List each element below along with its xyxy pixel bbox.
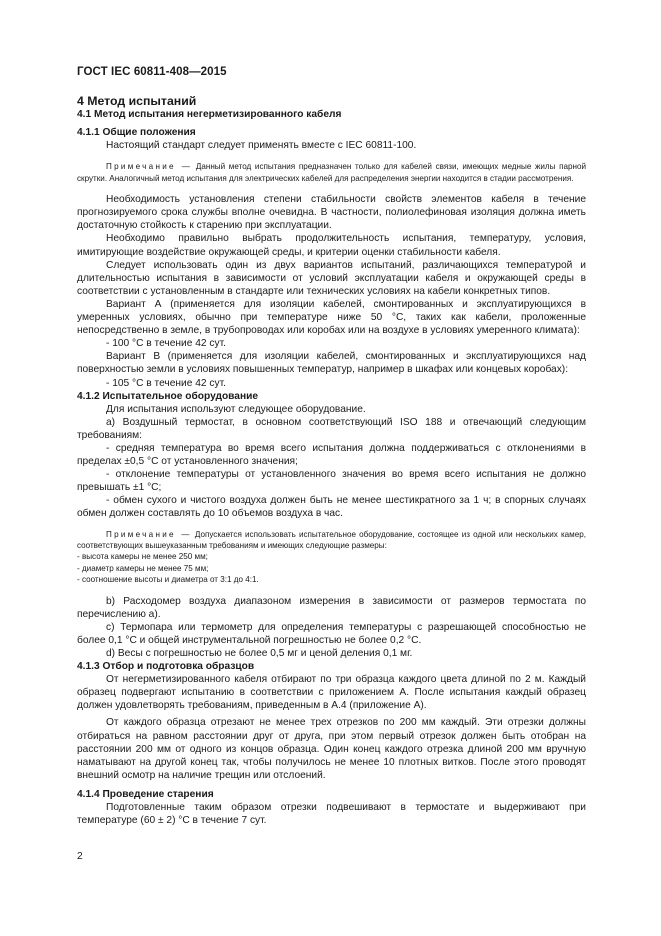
paragraph: Вариант В (применяется для изоляции кабелей, смонтированных и эксплуатирующихся над поверхностью земли в условиях повышенных температур, например в шкафах или концевых коробах):	[77, 351, 586, 376]
paragraph: Следует использовать один из двух вариантов испытаний, различающихся температурой и длительностью испытания в зависимости от условий эксплуатации кабеля и окружающей среды в соответствии с установленным в стандарте или технических условиях на кабели конкретных типов.	[77, 259, 586, 297]
section-4-1-2-title: 4.1.2 Испытательное оборудование	[77, 390, 259, 402]
note-1	[77, 161, 586, 184]
note-list-item: - соотношение высоты и диаметра от 3:1 до 4:1.	[77, 575, 259, 585]
paragraph: c) Термопара или термометр для определения температуры с разрешающей способностью не более 0,1 °С и общей инструментальной погрешностью не более 0,2 °С.	[77, 621, 586, 646]
list-item: - 100 °С в течение 42 сут.	[106, 338, 226, 350]
list-item: - обмен сухого и чистого воздуха должен быть не менее шестикратного за 1 ч; в спорных случаях обмен должен составлять до 10 объемов воздуха в час.	[77, 495, 586, 520]
page-content	[77, 95, 586, 827]
list-item: - отклонение температуры от установленного значения во время всего испытания не должно превышать ±1 °С;	[77, 469, 586, 494]
paragraph: Настоящий стандарт следует применять вместе с IEC 60811-100.	[106, 140, 417, 152]
paragraph: Для испытания используют следующее оборудование.	[106, 403, 366, 415]
section-4-1-1-title: 4.1.1 Общие положения	[77, 127, 196, 139]
note-2	[77, 529, 586, 552]
page-number: 2	[77, 851, 83, 862]
paragraph: b) Расходомер воздуха диапазоном измерения в зависимости от размеров термостата по перечислению а).	[77, 595, 586, 620]
standard-header: ГОСТ IEC 60811-408—2015	[77, 66, 227, 78]
list-item: - средняя температура во время всего испытания должна поддерживаться с отклонениями в пределах ±0,5 °С от установленного значения;	[77, 442, 586, 468]
note-text: Данный метод испытания предназначен только для кабелей связи, имеющих медные жилы парной скрутки. Аналогичный метод испытания для электрических кабелей для распределения энергии находится в стадии рассмотрения.	[77, 162, 586, 183]
paragraph: Подготовленные таким образом отрезки подвешивают в термостате и выдерживают при температуре (60 ± 2) °С в течение 7 сут.	[77, 801, 586, 827]
note-list-item: - диаметр камеры не менее 75 мм;	[77, 563, 209, 573]
paragraph: Необходимость установления степени стабильности свойств элементов кабеля в течение прогнозируемого срока службы вполне очевидна. В частности, полиолефиновая изоляция должна иметь достаточную стойкость к старению при эксплуатации.	[77, 194, 586, 232]
paragraph: d) Весы с погрешностью не более 0,5 мг и ценой деления 0,1 мг.	[106, 647, 413, 659]
paragraph: а) Воздушный термостат, в основном соответствующий ISO 188 и отвечающий следующим требованиям:	[77, 416, 586, 441]
paragraph: От каждого образца отрезают не менее трех отрезков по 200 мм каждый. Эти отрезки должны отбираться на равном расстоянии друг от друга, при этом первый отрезок должен быть отобран на расстоянии 200 мм от одного из концов образца. Один конец каждого отрезка длиной 200 мм вручную наматывают на другой конец так, чтобы получилось не менее 10 плотных витков. После этого проводят внешний осмотр на наличие трещин или отслоений.	[77, 717, 586, 781]
paragraph: Необходимо правильно выбрать продолжительность испытания, температуру, условия, имитирующие воздействие окружающей среды, и критерии оценки стабильности кабеля.	[77, 233, 586, 258]
list-item: - 105 °С в течение 42 сут.	[106, 377, 226, 389]
section-4-1-3-title: 4.1.3 Отбор и подготовка образцов	[77, 661, 255, 673]
note-text: Допускается использовать испытательное оборудование, состоящее из одной или нескольких камер, соответствующих вышеуказанным требованиям и имеющих следующие размеры:	[77, 529, 586, 550]
note-label: Примечание —	[106, 162, 193, 172]
note-label: Примечание —	[106, 529, 192, 539]
section-4-1-title: 4.1 Метод испытания негерметизированного кабеля	[77, 109, 342, 121]
note-list-item: - высота камеры не менее 250 мм;	[77, 552, 208, 562]
section-4-title: 4 Метод испытаний	[77, 94, 197, 108]
paragraph: От негерметизированного кабеля отбирают по три образца каждого цвета длиной по 2 м. Каждый образец подвергают испытанию в соответствии с приложением А. После испытания каждый образец должен удовлетворять требованиям, приведенным в А.4 (приложение А).	[77, 674, 586, 712]
paragraph: Вариант А (применяется для изоляции кабелей, смонтированных и эксплуатирующихся в умеренных условиях, обычно при температуре ниже 50 °С, таких как кабели, проложенные непосредственно в земле, в трубопроводах или коробах или на воздухе в условиях умеренного климата):	[77, 298, 586, 337]
section-4-1-4-title: 4.1.4 Проведение старения	[77, 788, 214, 800]
